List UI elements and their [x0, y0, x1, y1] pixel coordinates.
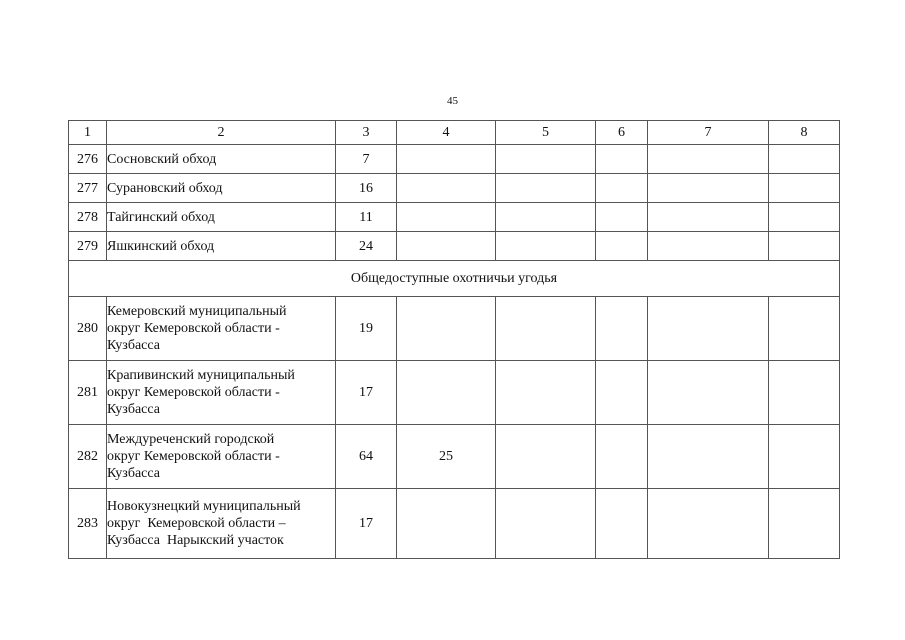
row-col4 — [397, 361, 496, 425]
row-col3: 17 — [336, 489, 397, 559]
row-col3: 64 — [336, 425, 397, 489]
row-name-line: Кузбасса Нарыкский участок — [107, 533, 284, 548]
table-row — [69, 203, 840, 232]
empty-cell — [648, 174, 769, 203]
empty-cell — [496, 203, 596, 232]
table-row — [69, 425, 840, 489]
row-col3: 19 — [336, 297, 397, 361]
header-cell: 6 — [596, 121, 648, 145]
empty-cell — [496, 489, 596, 559]
row-name — [107, 297, 336, 361]
row-name-line: Крапивинский муниципальный — [107, 368, 295, 383]
empty-cell — [596, 145, 648, 174]
table-row — [69, 489, 840, 559]
row-col3: 24 — [336, 232, 397, 261]
empty-cell — [496, 174, 596, 203]
row-name-line: округ Кемеровской области - — [107, 449, 280, 464]
empty-cell — [769, 425, 840, 489]
header-cell: 2 — [107, 121, 336, 145]
row-col4 — [397, 489, 496, 559]
empty-cell — [648, 297, 769, 361]
table-row — [69, 361, 840, 425]
table-row — [69, 174, 840, 203]
row-col3: 17 — [336, 361, 397, 425]
header-cell: 8 — [769, 121, 840, 145]
row-number: 281 — [69, 361, 107, 425]
empty-cell — [648, 203, 769, 232]
row-name-line: округ Кемеровской области - — [107, 321, 280, 336]
row-number: 279 — [69, 232, 107, 261]
row-number: 280 — [69, 297, 107, 361]
row-name: Тайгинский обход — [107, 203, 336, 232]
empty-cell — [596, 203, 648, 232]
row-name-line: округ Кемеровской области - — [107, 385, 280, 400]
row-number: 278 — [69, 203, 107, 232]
empty-cell — [769, 297, 840, 361]
row-name-line: Междуреченский городской — [107, 432, 275, 447]
row-col4 — [397, 232, 496, 261]
row-name — [107, 425, 336, 489]
empty-cell — [648, 361, 769, 425]
page-number: 45 — [447, 95, 458, 107]
empty-cell — [769, 145, 840, 174]
row-name-line: Кузбасса — [107, 402, 160, 417]
row-name: Сурановский обход — [107, 174, 336, 203]
row-col4 — [397, 203, 496, 232]
row-col4 — [397, 174, 496, 203]
empty-cell — [596, 232, 648, 261]
table-row — [69, 232, 840, 261]
row-name-line: Кузбасса — [107, 466, 160, 481]
empty-cell — [648, 425, 769, 489]
empty-cell — [769, 203, 840, 232]
row-name: Яшкинский обход — [107, 232, 336, 261]
empty-cell — [769, 174, 840, 203]
empty-cell — [648, 232, 769, 261]
header-cell: 3 — [336, 121, 397, 145]
row-name-line: Новокузнецкий муниципальный — [107, 499, 301, 514]
section-row — [69, 261, 840, 297]
empty-cell — [648, 489, 769, 559]
row-col4: 25 — [397, 425, 496, 489]
row-name-line: Кузбасса — [107, 338, 160, 353]
row-name-line: округ Кемеровской области – — [107, 516, 286, 531]
header-cell: 1 — [69, 121, 107, 145]
data-table — [68, 120, 840, 559]
row-number: 276 — [69, 145, 107, 174]
empty-cell — [596, 174, 648, 203]
row-number: 282 — [69, 425, 107, 489]
empty-cell — [596, 425, 648, 489]
row-col3: 11 — [336, 203, 397, 232]
table-row — [69, 145, 840, 174]
row-number: 277 — [69, 174, 107, 203]
empty-cell — [769, 361, 840, 425]
row-col3: 7 — [336, 145, 397, 174]
empty-cell — [596, 361, 648, 425]
section-title: Общедоступные охотничьи угодья — [69, 261, 840, 297]
header-cell: 4 — [397, 121, 496, 145]
row-name — [107, 361, 336, 425]
header-cell: 5 — [496, 121, 596, 145]
empty-cell — [648, 145, 769, 174]
row-name — [107, 489, 336, 559]
header-cell: 7 — [648, 121, 769, 145]
row-col4 — [397, 145, 496, 174]
empty-cell — [496, 145, 596, 174]
empty-cell — [596, 297, 648, 361]
empty-cell — [496, 297, 596, 361]
empty-cell — [496, 361, 596, 425]
table-row — [69, 297, 840, 361]
empty-cell — [496, 232, 596, 261]
header-row — [69, 121, 840, 145]
row-number: 283 — [69, 489, 107, 559]
row-name-line: Кемеровский муниципальный — [107, 304, 287, 319]
empty-cell — [769, 489, 840, 559]
row-col3: 16 — [336, 174, 397, 203]
row-name: Сосновский обход — [107, 145, 336, 174]
row-col4 — [397, 297, 496, 361]
empty-cell — [596, 489, 648, 559]
empty-cell — [496, 425, 596, 489]
empty-cell — [769, 232, 840, 261]
